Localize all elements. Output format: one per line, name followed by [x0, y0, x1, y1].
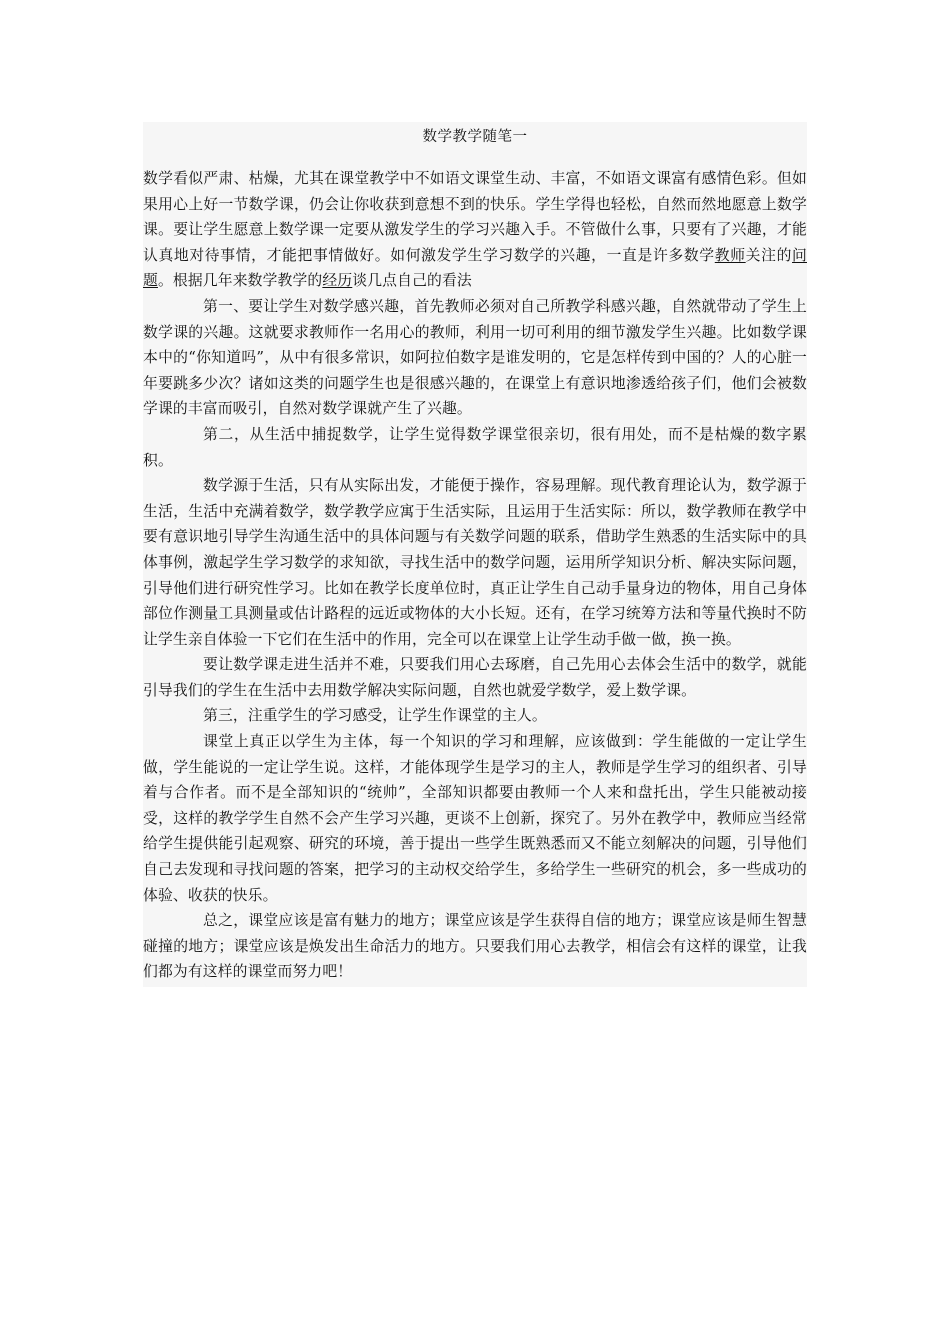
paragraph-student-centered: 课堂上真正以学生为主体，每一个知识的学习和理解，应该做到：学生能做的一定让学生做，学生能说的一定让学生说。这样，才能体现学生是学习的主人，教师是学生学习的组织者、引导着与合作者。而不是全部知识的“统帅”，全部知识都要由教师一个人来和盘托出，学生只能被动接受，这样的教学学生自然不会产生学习兴趣，更谈不上创新，探究了。另外在教学中，教师应当经常给学生提供能引起观察、研究的环境，善于提出一些学生既熟悉而又不能立刻解决的问题，引导他们自己去发现和寻找问题的答案，把学习的主动权交给学生，多给学生一些研究的机会，多一些成功的体验、收获的快乐。: [143, 733, 807, 904]
intro-text-1: 数学看似严肃、枯燥，尤其在课堂教学中不如语文课堂生动、丰富，不如语文课富有感情色彩。但如果用心上好一节数学课，仍会让你收获到意想不到的快乐。学生学得也轻松，自然而然地愿意上数学课。要让学生愿意上数学课一定要从激发学生的学习兴趣入手。不管做什么事，只要有了兴趣，才能认真地对待事情，才能把事情做好。如何激发学生学习数学的兴趣，一直是许多数学: [143, 170, 807, 264]
title-spacer: [143, 150, 807, 166]
paragraph-first-point: 第一、要让学生对数学感兴趣，首先教师必须对自己所教学科感兴趣，自然就带动了学生上数学课的兴趣。这就要求教师作一名用心的教师，利用一切可利用的细节激发学生兴趣。比如数学课本中的“你知道吗”，从中有很多常识，如阿拉伯数字是谁发明的，它是怎样传到中国的？人的心脏一年要跳多少次？诸如这类的问题学生也是很感兴趣的，在课堂上有意识地渗透给孩子们，他们会被数学课的丰富而吸引，自然对数学课就产生了兴趣。: [143, 297, 807, 418]
link-teacher[interactable]: 教师: [714, 246, 746, 264]
link-problem[interactable]: 问题: [143, 246, 807, 290]
paragraph-second-point: 第二，从生活中捕捉数学，让学生觉得数学课堂很亲切，很有用处，而不是枯燥的数字累积。: [143, 425, 807, 469]
intro-paragraph: [143, 166, 807, 294]
paragraph-conclusion: 总之，课堂应该是富有魅力的地方；课堂应该是学生获得自信的地方；课堂应该是师生智慧碰撞的地方；课堂应该是焕发出生命活力的地方。只要我们用心去教学，相信会有这样的课堂，让我们都为有这样的课堂而努力吧！: [143, 912, 807, 981]
intro-text-4: 谈几点自己的看法: [352, 272, 472, 290]
document-title: 数学教学随笔一: [422, 129, 528, 145]
document-body: [143, 122, 807, 987]
paragraph-math-into-life: 要让数学课走进生活并不难，只要我们用心去琢磨，自己先用心去体会生活中的数学，就能引导我们的学生在生活中去用数学解决实际问题，自然也就爱学数学，爱上数学课。: [143, 656, 807, 699]
intro-text-3: 。根据几年来数学教学的: [157, 272, 323, 290]
paragraph-third-point: 第三，注重学生的学习感受，让学生作课堂的主人。: [203, 707, 547, 725]
intro-text-2: 关注的: [745, 246, 793, 264]
link-experience[interactable]: 经历: [322, 272, 353, 290]
paragraph-math-from-life: 数学源于生活，只有从实际出发，才能便于操作，容易理解。现代教育理论认为，数学源于生活，生活中充满着数学，数学教学应寓于生活实际，且运用于生活实际：所以，数学教师在教学中要有意识地引导学生沟通生活中的具体问题与有关数学问题的联系，借助学生熟悉的生活实际中的具体事例，激起学生学习数学的求知欲，寻找生活中的数学问题，运用所学知识分析、解决实际问题，引导他们进行研究性学习。比如在教学长度单位时，真正让学生自己动手量身边的物体，用自己身体部位作测量工具测量或估计路程的远近或物体的大小长短。还有，在学习统筹方法和等量代换时不防让学生亲自体验一下它们在生活中的作用，完全可以在课堂上让学生动手做一做，换一换。: [143, 477, 807, 648]
